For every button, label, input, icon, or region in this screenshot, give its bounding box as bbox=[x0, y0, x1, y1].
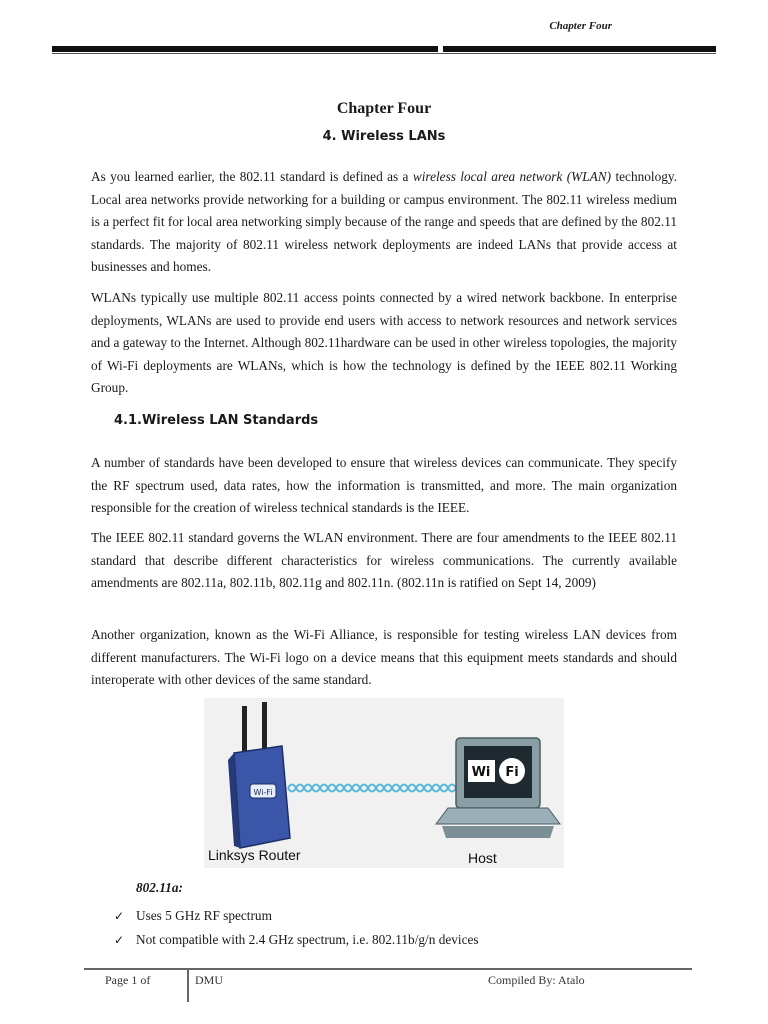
footer-page: Page 1 of bbox=[105, 973, 151, 987]
bullet-text: Uses 5 GHz RF spectrum bbox=[136, 908, 272, 923]
footer-divider bbox=[187, 970, 189, 1002]
router-badge-text: Wi-Fi bbox=[253, 788, 273, 797]
paragraph-4: The IEEE 802.11 standard governs the WLAN environment. There are four amendments to the IEEE 802.11 standard that describe different characteristics for wireless communications. The currently available amendments are 802.11a, 802.11b, 802.11g and 802.11n. (802.11n is ratified on Sept 14, 2009) bbox=[91, 530, 677, 591]
computer-base bbox=[436, 808, 560, 824]
check-icon: ✓ bbox=[114, 933, 125, 947]
paragraph-1-emphasis: wireless local area network (WLAN) bbox=[412, 169, 612, 184]
bullet-item bbox=[114, 932, 479, 948]
wifi-logo-right-text: Fi bbox=[505, 765, 519, 780]
wlan-diagram bbox=[204, 698, 564, 868]
paragraph-3: A number of standards have been developed to ensure that wireless devices can communicate. They specify the RF spectrum used, data rates, how the information is transmitted, and more. The main organization responsible for the creation of wireless technical standards is the IEEE. bbox=[91, 455, 677, 516]
footer-org: DMU bbox=[195, 973, 224, 987]
paragraph-5: Another organization, known as the Wi-Fi Alliance, is responsible for testing wireless LAN devices from different manufacturers. The Wi-Fi logo on a device means that this equipment meets standards and should interoperate with other devices of the same standard. bbox=[91, 627, 677, 688]
bullet-item bbox=[114, 908, 272, 924]
header-rule-right bbox=[443, 46, 716, 52]
header-rule-left bbox=[52, 46, 438, 52]
paragraph-1-start: As you learned earlier, the 802.11 standard is defined as a bbox=[91, 169, 413, 184]
paragraph-1 bbox=[91, 166, 677, 279]
header-chapter-label: Chapter Four bbox=[549, 20, 612, 32]
host-label: Host bbox=[468, 850, 497, 866]
wireless-signal bbox=[288, 785, 464, 792]
page-subtitle: 4. Wireless LANs bbox=[322, 129, 446, 144]
paragraph-1-end: technology. Local area networks provide networking for a building or campus environment. The 802.11 wireless medium is a perfect fit for local area networking simply because of the range and speeds that are defined by the 802.11 standards. The majority of 802.11 wireless network deployments are indeed LANs that provide access at businesses and homes. bbox=[91, 169, 677, 275]
page-title: Chapter Four bbox=[336, 100, 432, 117]
footer-compiled: Compiled By: Atalo bbox=[488, 973, 585, 987]
paragraph-2: WLANs typically use multiple 802.11 access points connected by a wired network backbone. In enterprise deployments, WLANs are used to provide end users with access to network resources and network services and a gateway to the Internet. Although 802.11hardware can be used in other wireless topologies, the majority of Wi-Fi deployments are WLANs, which is how the technology is defined by the IEEE 802.11 Working Group. bbox=[91, 290, 677, 396]
keyboard bbox=[442, 826, 554, 838]
check-icon: ✓ bbox=[114, 909, 125, 923]
subsection-label: 802.11a: bbox=[136, 880, 183, 895]
header-rule-thin bbox=[52, 53, 716, 54]
footer-rule bbox=[84, 968, 692, 970]
wifi-logo-left-text: Wi bbox=[471, 765, 491, 780]
router-label: Linksys Router bbox=[208, 847, 301, 863]
bullet-text: Not compatible with 2.4 GHz spectrum, i.e. 802.11b/g/n devices bbox=[136, 932, 479, 947]
section-heading: 4.1.Wireless LAN Standards bbox=[114, 413, 319, 428]
wlan-figure bbox=[204, 698, 564, 868]
